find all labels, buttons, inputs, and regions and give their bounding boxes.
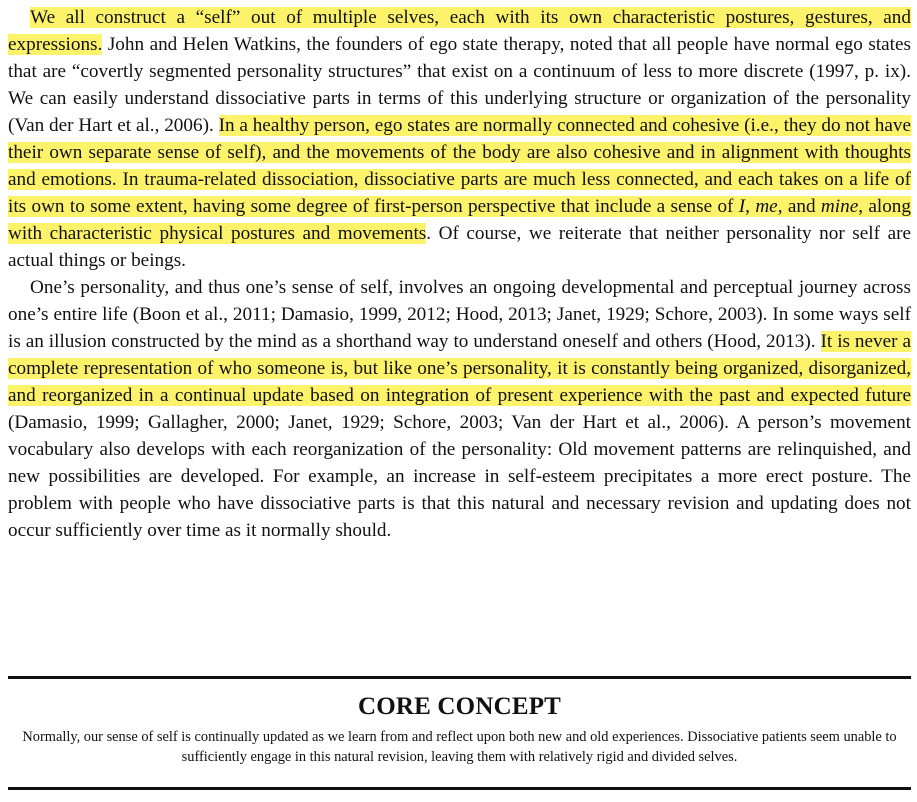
- highlight-2-sep-2: , and: [777, 196, 821, 217]
- italic-mine: mine: [820, 196, 859, 217]
- paragraph-1: [8, 4, 911, 274]
- core-concept-text: Normally, our sense of self is continually updated as we learn from and reflect upon both new and old experiences. Dissociative patients seem unable to sufficiently engage in this natural revision, leaving them with relatively rigid and divided selves.: [22, 729, 897, 765]
- paragraph-2-text-a: One’s personality, and thus one’s sense of self, involves an ongoing developmental and perceptual journey across one’s entire life (Boon et al., 2011; Damasio, 1999, 2012; Hood, 2013; Janet, 1929; Schore, 2003). In some ways self is an illusion constructed by the mind as a shorthand way to understand oneself and others (Hood, 2013).: [8, 277, 911, 352]
- highlight-2-text-a: In a healthy person, ego states are normally connected and cohesive (i.e., they do not have their own separate sense of self), and the movements of the body are also cohesive and in alignment with thoughts and emotions. In trauma-related dissociation, dissociative parts are much less connected, and each takes on a life of its own to some extent, having some degree of first-person perspective that include a sense of: [8, 115, 911, 217]
- highlight-2-sep-1: ,: [745, 196, 756, 217]
- core-concept-title: CORE CONCEPT: [357, 693, 562, 720]
- italic-me: me: [755, 196, 778, 217]
- core-concept-box: [8, 676, 911, 790]
- italic-i: I: [738, 196, 746, 217]
- paragraph-2: [8, 274, 911, 544]
- paragraph-1-text-b: . Of course, we reiterate that neither personality nor self are actual things or beings.: [8, 223, 911, 271]
- paragraph-2-text-b: (Damasio, 1999; Gallagher, 2000; Janet, 1929; Schore, 2003; Van der Hart et al., 2006). A person’s movement vocabulary also develops with each reorganization of the personality: Old movement patterns are relinquished, and new possibilities are developed. For example, an increase in self-esteem precipitates a more erect posture. The problem with people who have dissociative parts is that this natural and necessary revision and updating does not occur sufficiently over time as it normally should.: [8, 412, 911, 541]
- document-body: [8, 4, 911, 544]
- highlight-3: It is never a complete representation of who someone is, but like one’s personality, it is constantly being organized, disorganized, and reorganized in a continual update based on integration of present experience with the past and expected future: [8, 331, 911, 406]
- highlight-2-text-b: , along with characteristic physical postures and movements: [8, 196, 911, 244]
- highlight-1: We all construct a “self” out of multiple selves, each with its own characteristic postures, gestures, and expressions.: [8, 7, 911, 55]
- paragraph-1-text-a: John and Helen Watkins, the founders of ego state therapy, noted that all people have normal ego states that are “covertly segmented personality structures” that exist on a continuum of less to more discrete (1997, p. ix). We can easily understand dissociative parts in terms of this underlying structure or organization of the personality (Van der Hart et al., 2006).: [8, 34, 911, 136]
